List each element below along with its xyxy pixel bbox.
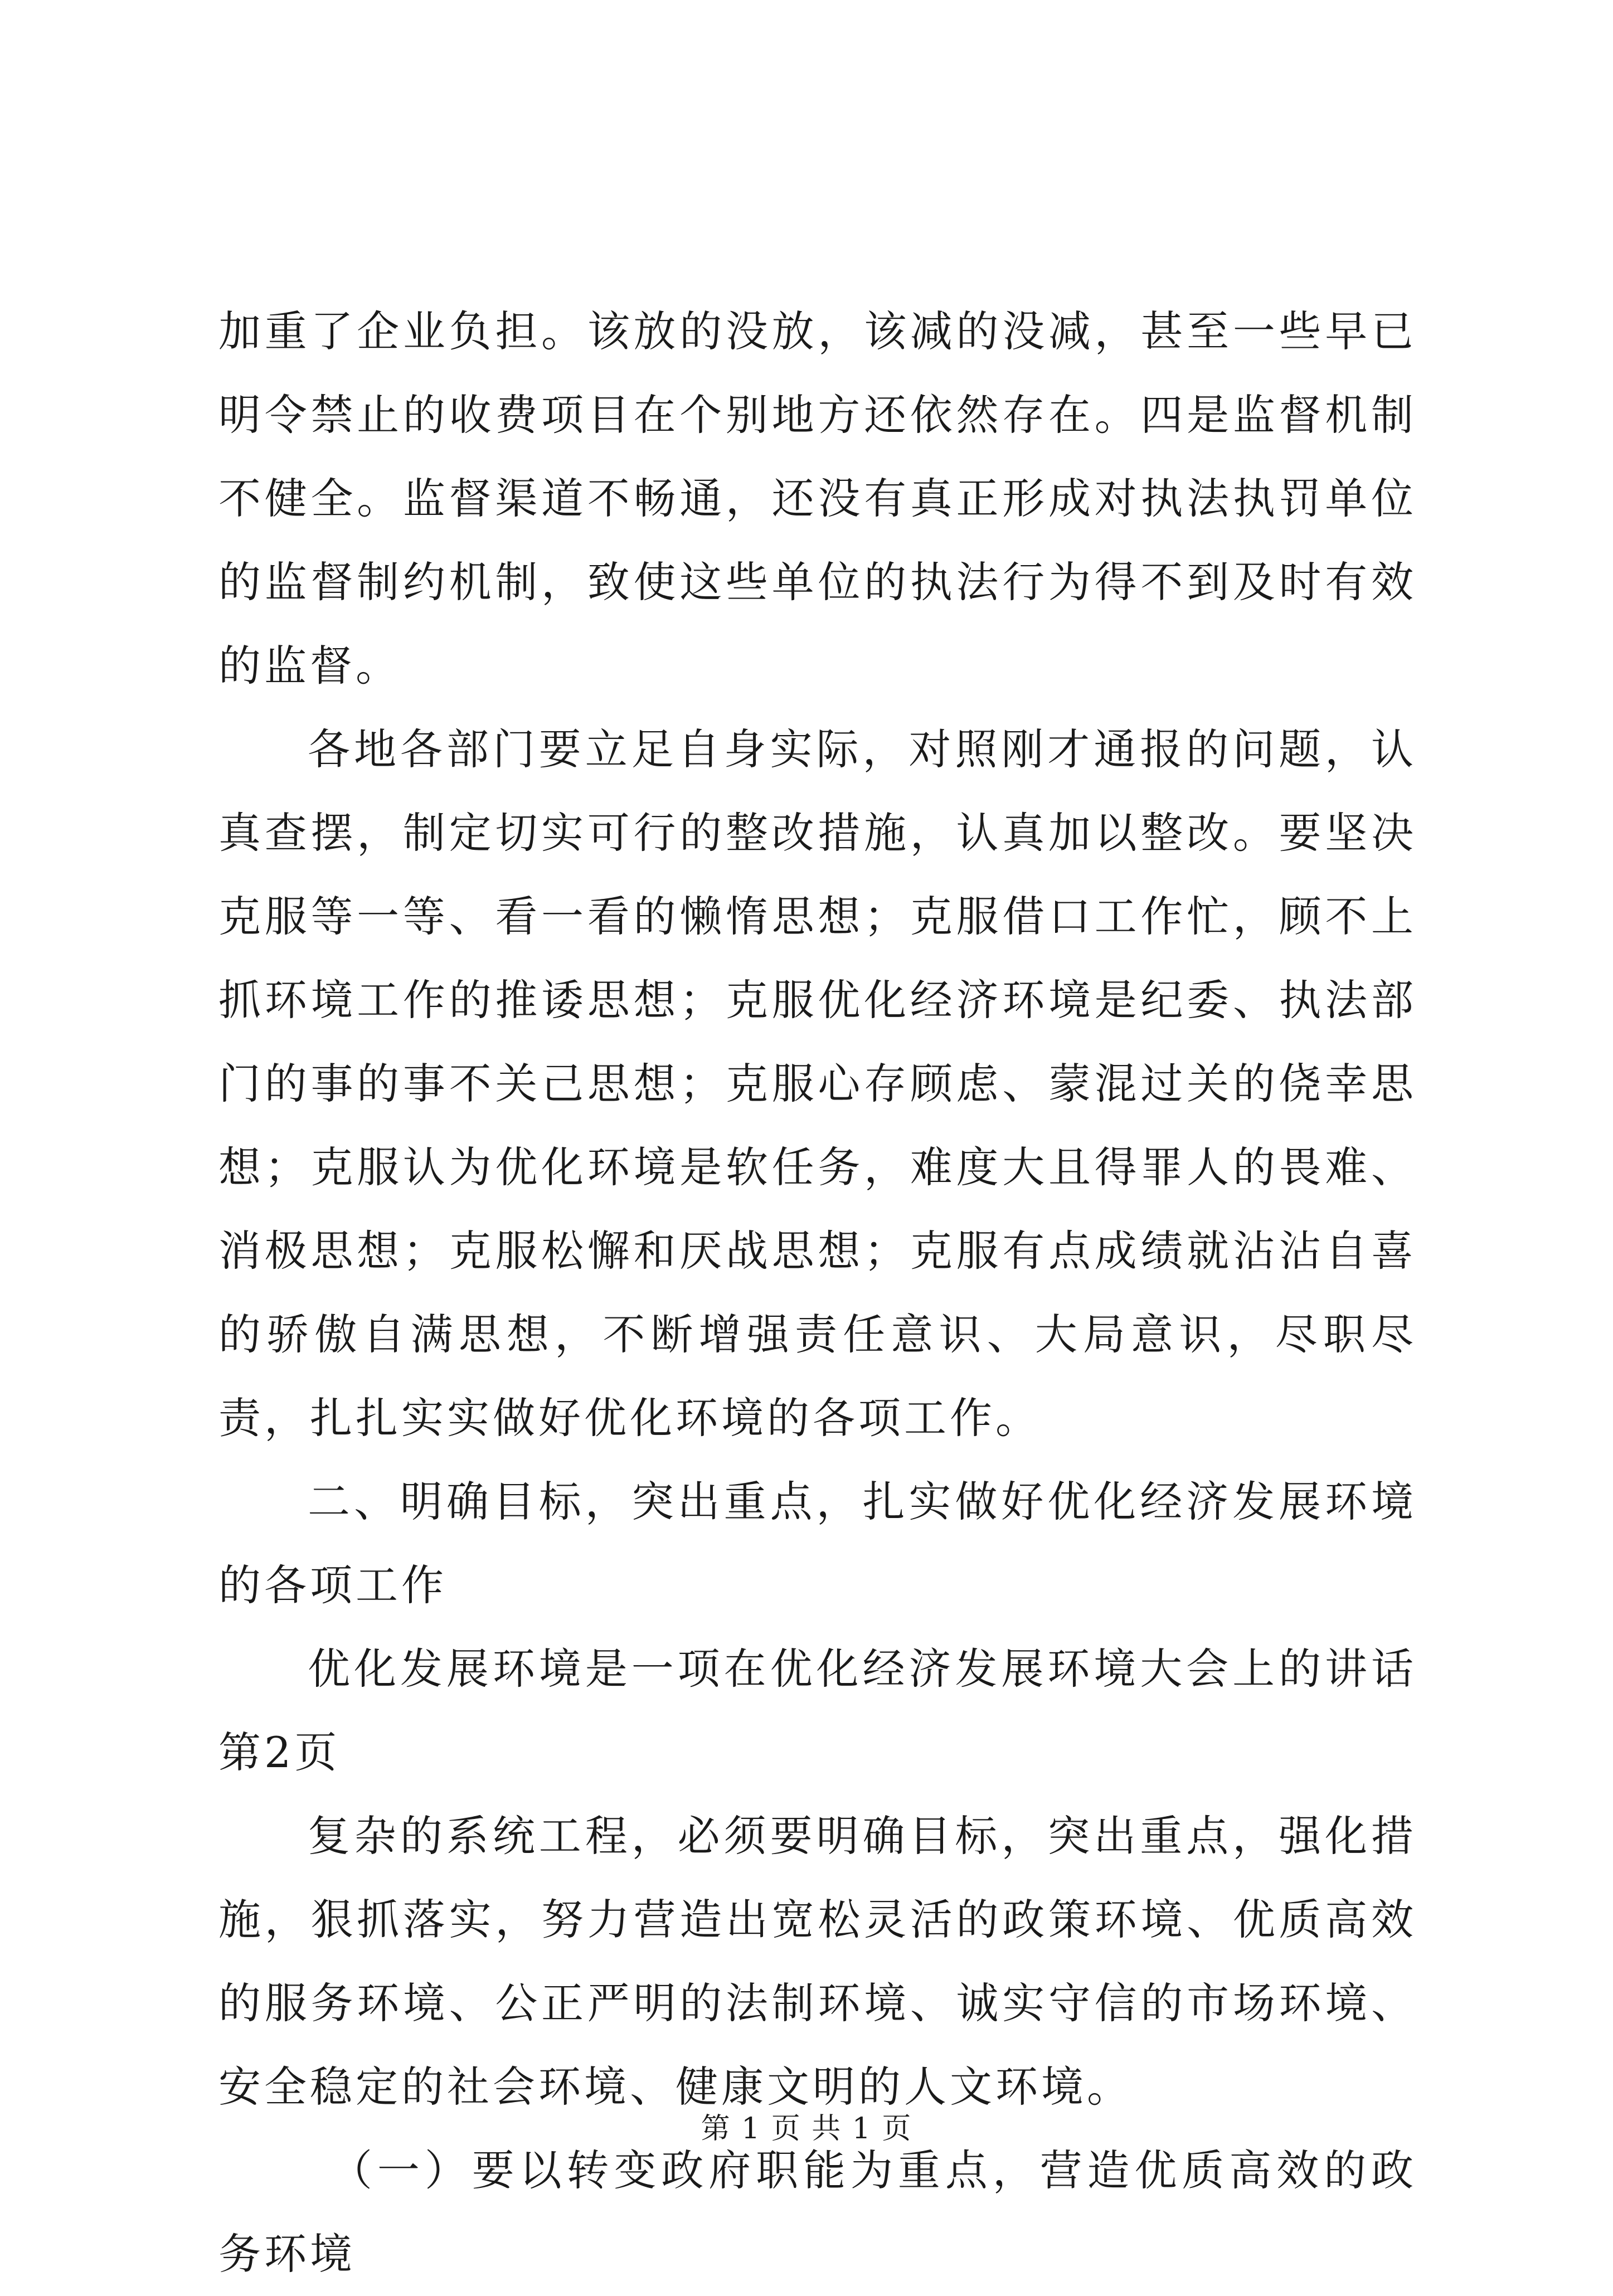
paragraph-continuation: 加重了企业负担。该放的没放，该减的没减，甚至一些早已明令禁止的收费项目在个别地方还依然存在。四是监督机制不健全。监督渠道不畅通，还没有真正形成对执法执罚单位的监督制约机制，致使这些单位的执法行为得不到及时有效的监督。	[218, 307, 1417, 690]
document-body	[218, 290, 1417, 2296]
page-footer: 第 1 页 共 1 页	[701, 2112, 912, 2146]
paragraph-system-engineering: 复杂的系统工程，必须要明确目标，突出重点，强化措施，狠抓落实，努力营造出宽松灵活的政策环境、优质高效的服务环境、公正严明的法制环境、诚实守信的市场环境、安全稳定的社会环境、健康文明的人文环境。	[218, 1811, 1417, 2112]
subsection-heading-1: （一）要以转变政府职能为重点，营造优质高效的政务环境	[218, 2146, 1417, 2279]
paragraph-page-ref: 优化发展环境是一项在优化经济发展环境大会上的讲话第2页	[218, 1644, 1417, 1777]
paragraph-rectification: 各地各部门要立足自身实际，对照刚才通报的问题，认真查摆，制定切实可行的整改措施，认真加以整改。要坚决克服等一等、看一看的懒惰思想；克服借口工作忙，顾不上抓环境工作的推诿思想；克服优化经济环境是纪委、执法部门的事的事不关己思想；克服心存顾虑、蒙混过关的侥幸思想；克服认为优化环境是软任务，难度大且得罪人的畏难、消极思想；克服松懈和厌战思想；克服有点成绩就沾沾自喜的骄傲自满思想，不断增强责任意识、大局意识，尽职尽责，扎扎实实做好优化环境的各项工作。	[218, 724, 1417, 1443]
section-heading-2: 二、明确目标，突出重点，扎实做好优化经济发展环境的各项工作	[218, 1477, 1417, 1610]
